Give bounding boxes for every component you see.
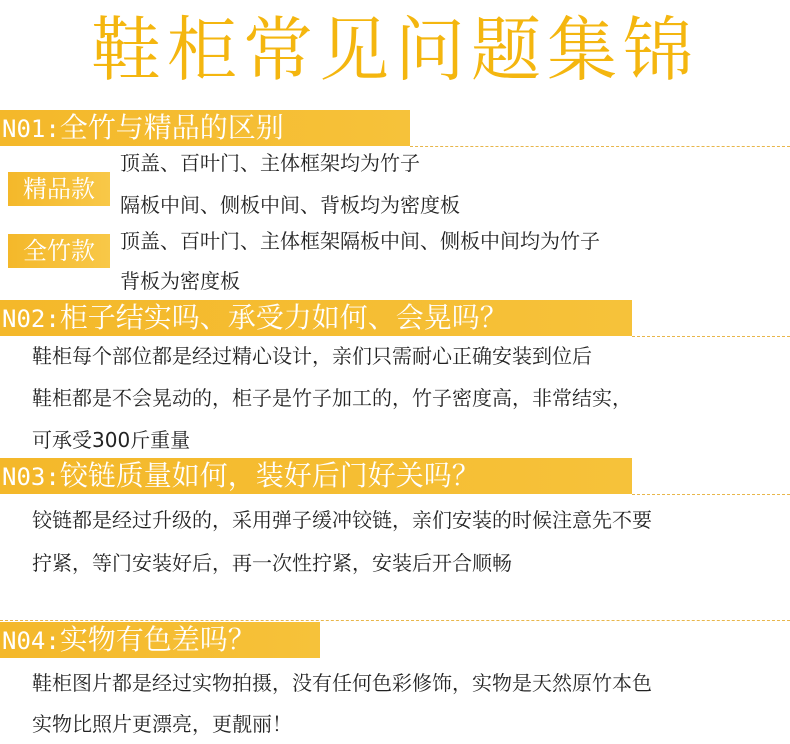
question-bar-3 (0, 458, 632, 494)
answer-line: 背板为密度板 (120, 269, 240, 293)
answer-line: 顶盖、百叶门、主体框架隔板中间、侧板中间均为竹子 (120, 229, 600, 253)
question-text: 实物有色差吗？ (59, 623, 256, 656)
question-number: N04: (2, 627, 60, 655)
answer-line: 鞋柜都是不会晃动的，柜子是竹子加工的，竹子密度高，非常结实， (32, 386, 632, 410)
divider (410, 146, 790, 147)
question-number: N03: (2, 463, 60, 491)
divider (632, 336, 790, 337)
answer-line: 铰链都是经过升级的，采用弹子缓冲铰链，亲们安装的时候注意先不要 (32, 508, 652, 532)
divider (632, 494, 790, 495)
question-text: 铰链质量如何，装好后门好关吗？ (59, 459, 480, 492)
page-title: 鞋柜常见问题集锦 (91, 9, 699, 91)
answer-line: 鞋柜图片都是经过实物拍摄，没有任何色彩修饰，实物是天然原竹本色 (32, 671, 652, 695)
answer-line: 鞋柜每个部位都是经过精心设计，亲们只需耐心正确安装到位后 (32, 344, 592, 368)
badge-full-bamboo: 全竹款 (8, 234, 110, 268)
question-bar-2 (0, 300, 632, 336)
answer-line: 实物比照片更漂亮，更靓丽！ (32, 712, 292, 736)
divider (0, 620, 790, 621)
answer-line: 拧紧，等门安装好后，再一次性拧紧，安装后开合顺畅 (32, 551, 512, 575)
question-number: N02: (2, 305, 60, 333)
answer-line: 隔板中间、侧板中间、背板均为密度板 (120, 193, 460, 217)
question-text: 全竹与精品的区别 (59, 111, 284, 144)
answer-line: 顶盖、百叶门、主体框架均为竹子 (120, 151, 420, 175)
question-bar-1 (0, 110, 410, 146)
answer-line: 可承受300斤重量 (32, 428, 191, 452)
question-text: 柜子结实吗、承受力如何、会晃吗？ (59, 301, 508, 334)
badge-premium: 精品款 (8, 172, 110, 206)
question-number: N01: (2, 115, 60, 143)
question-bar-4 (0, 622, 320, 658)
